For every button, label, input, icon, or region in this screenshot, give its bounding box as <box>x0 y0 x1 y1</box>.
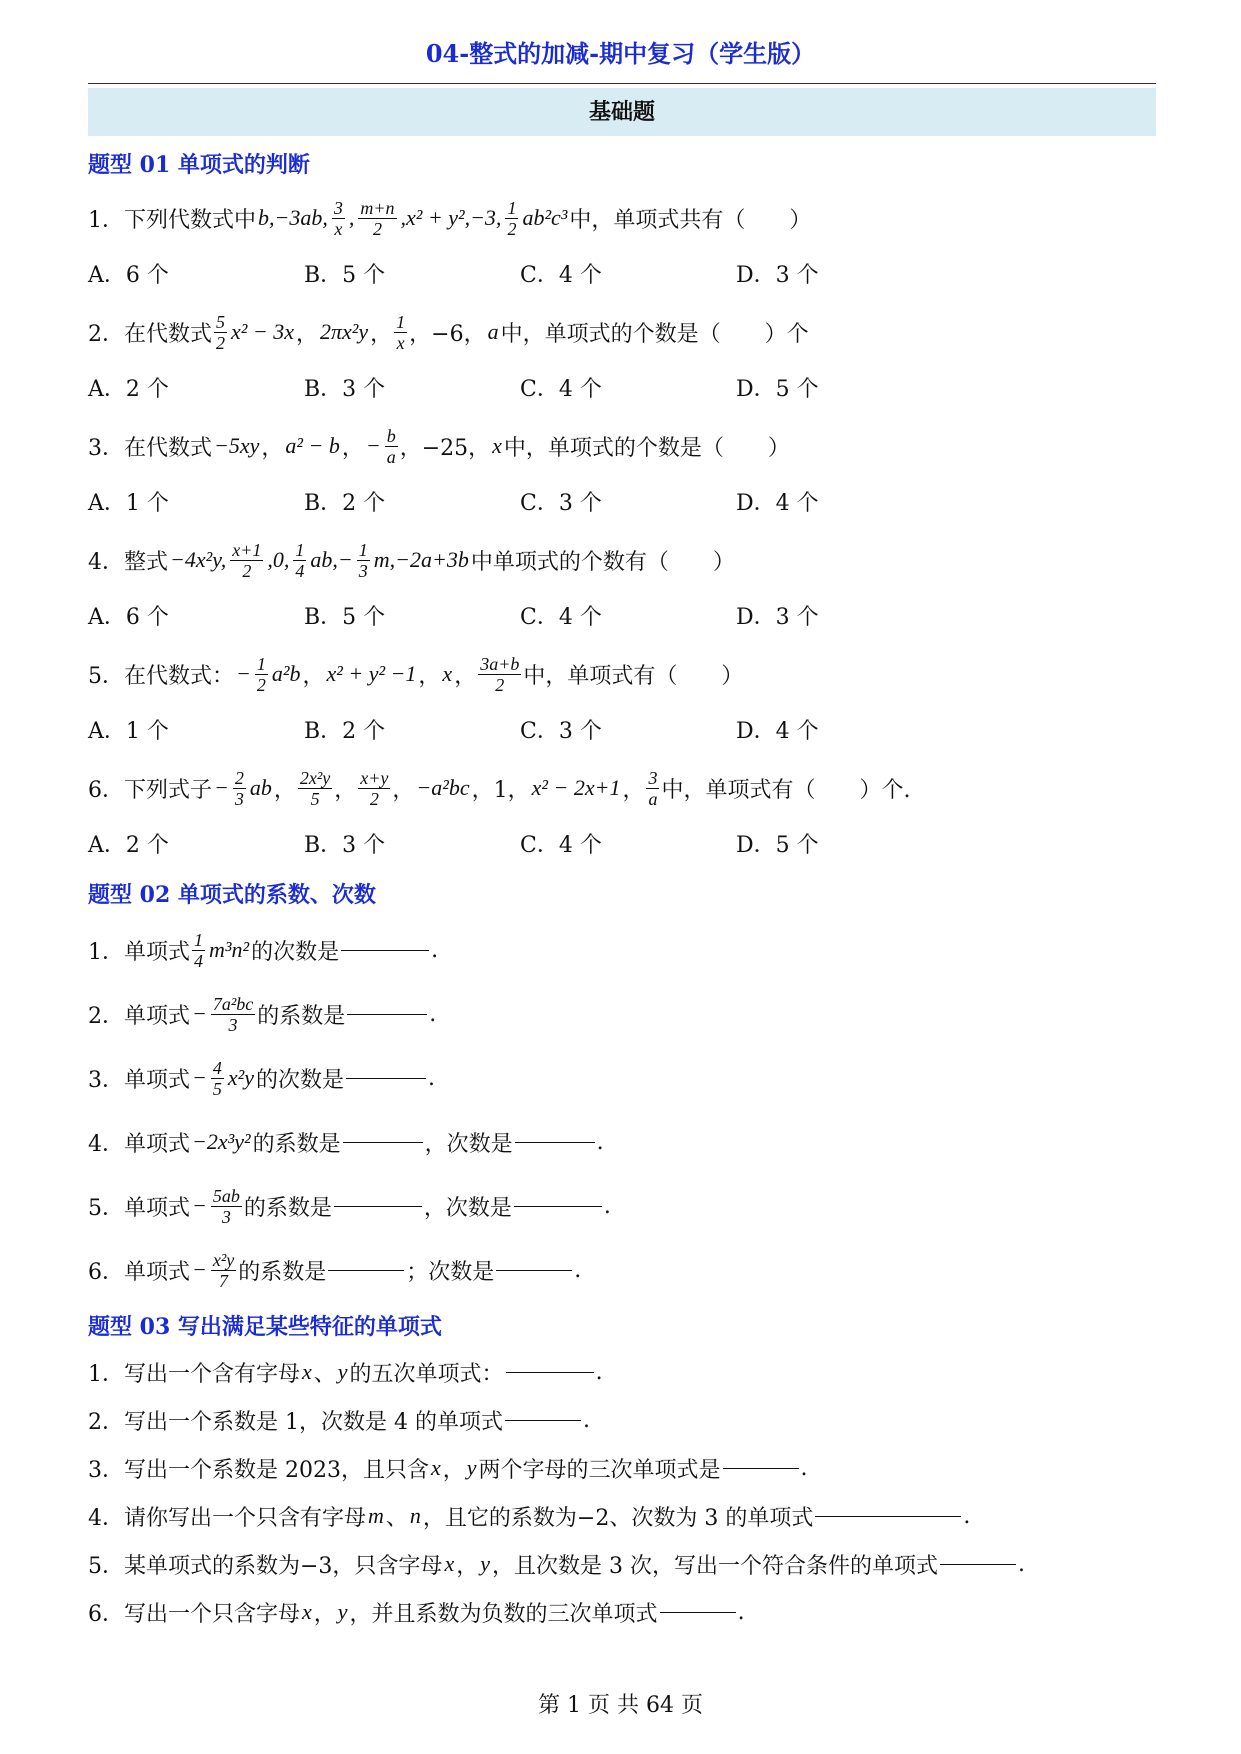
question-3-5 <box>88 1544 1025 1584</box>
math-expr: n <box>409 1503 421 1528</box>
numerator: 1 <box>194 929 203 950</box>
math-expr: a² − b <box>285 433 340 458</box>
denominator: 2 <box>495 674 505 695</box>
math-expr: y <box>337 1359 348 1384</box>
q-text: 6．单项式 <box>88 1259 190 1285</box>
fraction <box>358 198 396 239</box>
q-text: 1．单项式 <box>88 939 190 965</box>
q-text: 中，单项式的个数是（ ） <box>503 435 790 461</box>
denominator: 2 <box>256 674 266 695</box>
denominator: 7 <box>219 1270 229 1291</box>
separator: ， <box>370 321 393 347</box>
denominator: 3 <box>228 1014 238 1035</box>
minus-sign: − <box>192 1257 207 1282</box>
denominator: a <box>386 446 396 467</box>
document-title: 04-整式的加减-期中复习（学生版） <box>425 39 816 68</box>
answer-blank[interactable] <box>515 1141 595 1143</box>
math-expr: ab,− <box>310 547 353 572</box>
option-b: B．3 个 <box>304 377 386 402</box>
fraction <box>230 540 263 581</box>
minus-sign: − <box>236 661 251 686</box>
question-2-6 <box>88 1242 581 1298</box>
denominator: 3 <box>358 560 368 581</box>
band-title: 基础题 <box>88 88 1156 136</box>
answer-blank[interactable] <box>514 1205 602 1207</box>
math-expr: x² + y² −1 <box>326 661 417 686</box>
period: . <box>428 1065 435 1091</box>
numerator: 2 <box>234 767 244 788</box>
answer-blank[interactable] <box>940 1563 1016 1565</box>
numerator: b <box>386 425 396 446</box>
question-1-3 <box>88 418 790 474</box>
option-a: A．2 个 <box>88 833 169 858</box>
answer-blank[interactable] <box>346 1077 426 1079</box>
separator: ， <box>341 435 364 461</box>
math-expr: x <box>430 1455 441 1480</box>
math-expr: m³n² <box>209 937 250 962</box>
option-c: C．3 个 <box>520 491 602 516</box>
section-title-3: 题型 03 写出满足某些特征的单项式 <box>88 1314 442 1340</box>
period: . <box>1017 1551 1025 1577</box>
question-1-1: 1．下列代数式中 b,−3ab, $\frac{3}{x}$ , $\frac{m+n}{2}$ ,x² + y²,−3, $\frac{1}{2}$ ab²c³ 中，单项式共有（ ） <box>88 197 812 239</box>
period: . <box>800 1455 808 1481</box>
q-text: 的系数是 <box>238 1259 327 1285</box>
fraction <box>214 312 227 353</box>
fraction <box>332 198 345 239</box>
math-expr: 2πx²y <box>320 319 369 344</box>
q-text: 中，单项式有（ ） <box>523 663 744 689</box>
q-text: 3．在代数式 <box>88 435 212 461</box>
option-d: D．5 个 <box>736 833 819 858</box>
q-text: 4．单项式 <box>88 1131 190 1157</box>
question-2-4 <box>88 1114 604 1170</box>
q-text: 4．整式 <box>88 549 168 575</box>
section-title-2: 题型 02 单项式的系数、次数 <box>88 882 376 908</box>
q-text: 中，单项式的个数是（ ）个 <box>500 321 809 347</box>
math-expr: x² − 3x <box>231 319 294 344</box>
numerator: x²y <box>212 1249 235 1270</box>
minus-sign: − <box>192 1001 207 1026</box>
math-expr: a <box>487 319 499 344</box>
section-title-1: 题型 01 单项式的判断 <box>88 152 310 178</box>
question-3-3 <box>88 1448 808 1488</box>
q-text: 1．下列代数式中 <box>88 207 256 233</box>
separator: ，1， <box>471 777 530 803</box>
math-expr: m,−2a+3b <box>373 547 469 572</box>
answer-blank[interactable] <box>496 1269 572 1271</box>
math-expr: x <box>302 1359 312 1384</box>
option-b: B．2 个 <box>304 491 386 516</box>
q-text: 的系数是 <box>252 1131 341 1157</box>
math-expr: x²y <box>227 1065 254 1090</box>
q-text: ，且次数是 3 次，写出一个符合条件的单项式 <box>491 1553 938 1579</box>
denominator: 4 <box>295 560 305 581</box>
q-text: 中，单项式有（ ）个. <box>661 777 911 803</box>
fraction <box>211 1250 236 1291</box>
q-text: 的五次单项式： <box>349 1361 504 1387</box>
math-expr: m <box>368 1503 384 1528</box>
numerator: 1 <box>358 539 368 560</box>
q-text: ，并且系数为负数的三次单项式 <box>349 1601 658 1627</box>
minus-sign: − <box>365 433 381 458</box>
option-a: A．1 个 <box>88 719 169 744</box>
denominator: a <box>648 788 658 809</box>
option-b: B．5 个 <box>304 263 386 288</box>
answer-blank[interactable] <box>660 1611 736 1613</box>
math-expr: y <box>337 1599 348 1624</box>
numerator: x+1 <box>232 539 262 560</box>
period: . <box>595 1359 603 1385</box>
answer-blank[interactable] <box>328 1269 404 1271</box>
separator: ， <box>622 777 645 803</box>
option-d: D．4 个 <box>736 719 819 744</box>
separator: ， <box>295 321 318 347</box>
denominator: 4 <box>194 950 203 971</box>
separator: 、 <box>313 1361 336 1387</box>
fraction <box>211 1186 242 1227</box>
option-a: A．1 个 <box>88 491 169 516</box>
option-c: C．4 个 <box>520 605 602 630</box>
fraction <box>394 312 407 353</box>
answer-blank[interactable] <box>723 1467 799 1469</box>
math-expr: y <box>480 1551 490 1576</box>
math-expr: x <box>442 661 453 686</box>
q-text: 5．在代数式： <box>88 663 234 689</box>
q-text: 中单项式的个数有（ ） <box>470 549 735 575</box>
period: . <box>737 1599 745 1625</box>
question-2-1 <box>88 922 438 978</box>
question-1-6 <box>88 760 910 816</box>
option-b: B．3 个 <box>304 833 386 858</box>
fraction <box>646 768 659 809</box>
separator: ， <box>261 435 284 461</box>
separator: ，−6， <box>409 321 486 347</box>
numerator: 2x²y <box>299 767 331 788</box>
separator: ， <box>392 777 415 803</box>
q-text: 3．写出一个系数是 2023，且只含 <box>88 1457 429 1483</box>
period: . <box>429 1001 437 1027</box>
period: . <box>582 1407 590 1433</box>
question-3-1 <box>88 1352 603 1392</box>
q-text: 2．写出一个系数是 1，次数是 4 的单项式 <box>88 1409 503 1435</box>
q-text: 3．单项式 <box>88 1067 190 1093</box>
q-text: 的次数是 <box>251 939 340 965</box>
fraction <box>357 540 370 581</box>
denominator: 2 <box>216 332 225 353</box>
q-text: 1．写出一个含有字母 <box>88 1361 300 1387</box>
question-3-4 <box>88 1496 970 1536</box>
option-d: D．3 个 <box>736 605 819 630</box>
answer-blank[interactable] <box>506 1371 594 1373</box>
math-expr: x <box>492 433 502 458</box>
header-rule <box>88 83 1156 84</box>
q-text: 6．写出一个只含字母 <box>88 1601 300 1627</box>
numerator: x+y <box>360 767 389 788</box>
period: . <box>574 1257 582 1283</box>
option-a: A．6 个 <box>88 605 169 630</box>
q-text: 中，单项式共有（ ） <box>569 207 812 233</box>
math-expr: ,0, <box>267 547 290 572</box>
fraction <box>233 768 246 809</box>
numerator: 4 <box>212 1057 222 1078</box>
numerator: 3 <box>648 767 658 788</box>
numerator: 1 <box>256 653 266 674</box>
fraction <box>211 1058 224 1099</box>
option-d: D．5 个 <box>736 377 819 402</box>
answer-blank[interactable] <box>334 1205 422 1207</box>
math-expr: ab²c³ <box>522 205 568 230</box>
denominator: 2 <box>242 560 252 581</box>
denominator: 2 <box>369 788 379 809</box>
numerator: 5 <box>216 311 225 332</box>
question-1-5 <box>88 646 743 702</box>
fraction <box>255 654 268 695</box>
separator: ， <box>273 777 296 803</box>
q-text: ，且它的系数为−2、次数为 3 的单项式 <box>422 1505 814 1531</box>
math-expr: y <box>466 1455 477 1480</box>
denominator: x <box>396 332 405 353</box>
q-text: 两个字母的三次单项式是 <box>478 1457 721 1483</box>
answer-blank[interactable] <box>815 1515 961 1517</box>
answer-blank[interactable] <box>505 1419 581 1421</box>
option-d: D．3 个 <box>736 263 819 288</box>
denominator: 5 <box>212 1078 222 1099</box>
period: . <box>603 1193 611 1219</box>
question-2-5 <box>88 1178 611 1234</box>
option-d: D．4 个 <box>736 491 819 516</box>
option-c: C．3 个 <box>520 719 602 744</box>
separator: ， <box>442 1457 465 1483</box>
fraction <box>505 198 518 239</box>
period: . <box>596 1129 604 1155</box>
numerator: 1 <box>295 539 305 560</box>
q-text: 4．请你写出一个只含有字母 <box>88 1505 366 1531</box>
fraction <box>385 426 398 467</box>
q-text: 6．下列式子 <box>88 777 212 803</box>
denominator: 3 <box>221 1206 231 1227</box>
math-expr: −4x²y, <box>170 547 227 572</box>
fraction <box>293 540 306 581</box>
math-expr: a²b <box>271 661 301 686</box>
fraction <box>358 768 390 809</box>
denominator: 2 <box>372 218 382 239</box>
question-3-6 <box>88 1592 745 1632</box>
option-b: B．5 个 <box>304 605 386 630</box>
minus-sign: − <box>214 775 229 800</box>
question-1-2 <box>88 304 809 360</box>
q-text: ，次数是 <box>423 1195 512 1221</box>
answer-blank[interactable] <box>347 1013 427 1015</box>
q-text: 的系数是 <box>243 1195 332 1221</box>
numerator: 7a²bc <box>212 993 254 1014</box>
option-a: A．2 个 <box>88 377 169 402</box>
option-b: B．2 个 <box>304 719 386 744</box>
separator: 、 <box>385 1505 408 1531</box>
math-expr: ab <box>249 775 272 800</box>
denominator: x <box>334 218 343 239</box>
minus-sign: − <box>192 1193 207 1218</box>
option-c: C．4 个 <box>520 263 602 288</box>
answer-blank[interactable] <box>343 1141 423 1143</box>
math-expr: −2x³y² <box>192 1129 251 1154</box>
fraction <box>211 994 255 1035</box>
question-2-2 <box>88 986 436 1042</box>
fraction <box>298 768 332 809</box>
separator: ， <box>334 777 357 803</box>
separator: ， <box>302 663 325 689</box>
separator: ， <box>418 663 441 689</box>
math-expr: ,x² + y²,−3, <box>400 205 502 230</box>
math-expr: x <box>302 1599 312 1624</box>
denominator: 5 <box>310 788 320 809</box>
numerator: 5ab <box>212 1185 240 1206</box>
q-text: ，次数是 <box>424 1131 513 1157</box>
option-a: A．6 个 <box>88 263 169 288</box>
period: . <box>963 1503 971 1529</box>
q-text: 2．单项式 <box>88 1003 190 1029</box>
page-footer: 第 1 页 共 64 页 <box>538 1693 703 1718</box>
fraction <box>192 930 205 971</box>
q-text: 的次数是 <box>255 1067 344 1093</box>
math-expr: b,−3ab, <box>258 205 328 230</box>
math-expr: −5xy <box>214 433 260 458</box>
question-2-3 <box>88 1050 435 1106</box>
fraction <box>478 654 521 695</box>
answer-blank[interactable] <box>341 949 429 951</box>
option-c: C．4 个 <box>520 833 602 858</box>
separator: ， <box>456 1553 479 1579</box>
numerator: 1 <box>396 311 406 332</box>
numerator: m+n <box>360 197 395 218</box>
option-c: C．4 个 <box>520 377 602 402</box>
denominator: 2 <box>507 218 517 239</box>
period: . <box>431 937 439 963</box>
numerator: 1 <box>507 197 517 218</box>
denominator: 3 <box>234 788 244 809</box>
math-expr: x² − 2x+1 <box>531 775 621 800</box>
q-text: 的系数是 <box>257 1003 346 1029</box>
separator: ，−25， <box>399 435 491 461</box>
separator: ， <box>313 1601 336 1627</box>
math-expr: −a²bc <box>416 775 470 800</box>
q-text: ；次数是 <box>406 1259 495 1285</box>
math-expr: x <box>444 1551 455 1576</box>
numerator: 3 <box>333 197 343 218</box>
q-text: 5．单项式 <box>88 1195 190 1221</box>
question-1-4 <box>88 532 735 588</box>
q-text: 5．某单项式的系数为−3，只含字母 <box>88 1553 443 1579</box>
separator: ， <box>454 663 477 689</box>
q-text: 2．在代数式 <box>88 321 212 347</box>
minus-sign: − <box>192 1065 207 1090</box>
numerator: 3a+b <box>480 653 520 674</box>
question-3-2 <box>88 1400 590 1440</box>
